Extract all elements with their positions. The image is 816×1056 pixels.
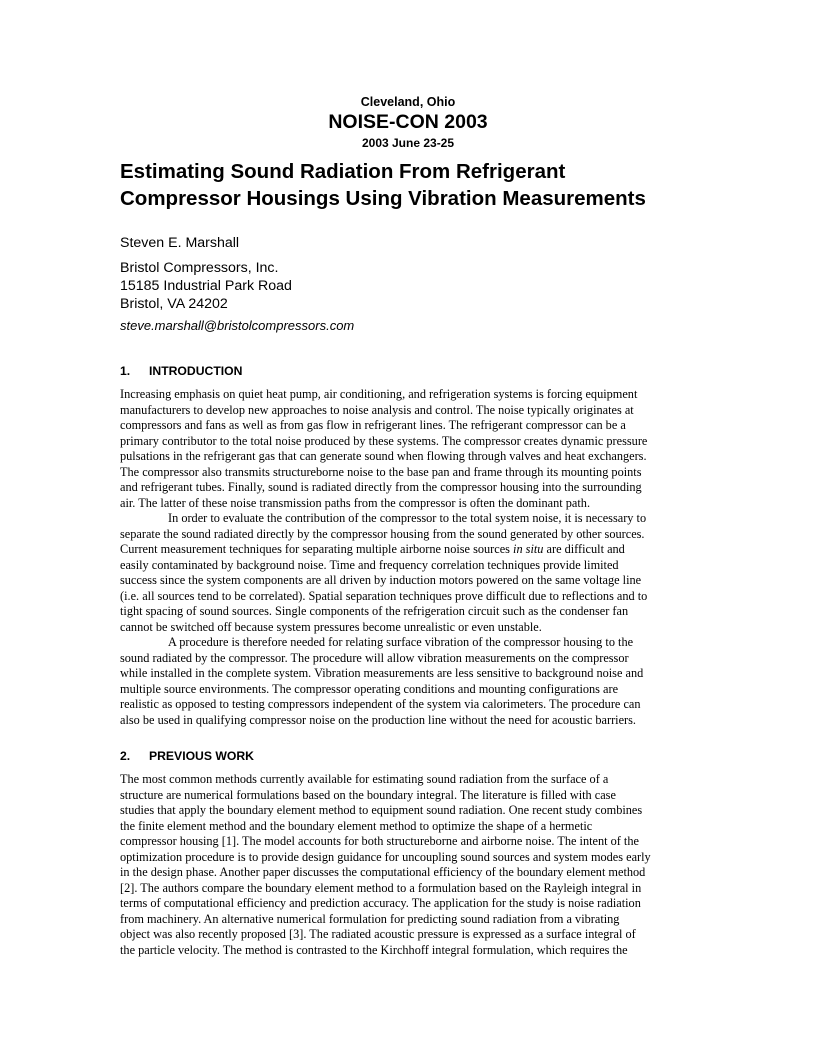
- affiliation-line: 15185 Industrial Park Road: [120, 278, 292, 294]
- text-line: and refrigerant tubes. Finally, sound is radiated directly from the compressor housing into the surrounding: [120, 480, 642, 494]
- text-line: air. The latter of these noise transmission paths from the compressor is often the dominant path.: [120, 495, 591, 510]
- previous-work-body: [120, 772, 695, 958]
- text-line: in the design phase. Another paper discusses the computational efficiency of the boundary element method: [120, 865, 646, 879]
- text-line: pulsations in the refrigerant gas that can generate sound when flowing through valves and heat exchangers.: [120, 449, 647, 463]
- title-line: Compressor Housings Using Vibration Measurements: [120, 187, 646, 210]
- text-line: cannot be switched off because system pressures become unrealistic or even unstable.: [120, 619, 542, 634]
- text-line: compressor housing [1]. The model accounts for both structureborne and airborne noise. The intent of the: [120, 834, 639, 848]
- section-number: 2.: [120, 749, 131, 763]
- text-line: also be used in qualifying compressor noise on the production line without the need for acoustic barriers.: [120, 712, 636, 727]
- text-line: studies that apply the boundary element method to equipment sound radiation. One recent study combines: [120, 803, 643, 817]
- text-line: (i.e. all sources tend to be correlated). Spatial separation techniques prove difficult due to reflections and to: [120, 588, 648, 603]
- author-email: steve.marshall@bristolcompressors.com: [120, 318, 355, 333]
- text-line: Increasing emphasis on quiet heat pump, air conditioning, and refrigeration systems is forcing equipment: [120, 387, 638, 401]
- text-line: multiple source environments. The compressor operating conditions and mounting configurations are: [120, 681, 619, 696]
- text-line: [2]. The authors compare the boundary element method to a formulation based on the Rayleigh integral in: [120, 880, 642, 895]
- text-line: success since the system components are all driven by induction motors powered on the same voltage line: [120, 573, 642, 587]
- text-line: while installed in the complete system. Vibration measurements are less sensitive to background noise and: [120, 666, 644, 680]
- text-line: easily contaminated by background noise. Time and frequency correlation techniques provide limited: [120, 557, 619, 572]
- text-line: realistic as opposed to testing compressors independent of the system via calorimeters. The procedure can: [120, 697, 641, 711]
- text-line: A procedure is therefore needed for relating surface vibration of the compressor housing to the: [168, 635, 634, 649]
- affiliation-line: Bristol, VA 24202: [120, 296, 228, 312]
- text-line: primary contributor to the total noise produced by these systems. The compressor creates dynamic pressure: [120, 433, 648, 448]
- text-line: the particle velocity. The method is contrasted to the Kirchhoff integral formulation, which requires the: [120, 942, 628, 957]
- text-line: sound radiated by the compressor. The procedure will allow vibration measurements on the compressor: [120, 650, 629, 665]
- section-heading-previous-work: [120, 749, 254, 763]
- text-line: The most common methods currently available for estimating sound radiation from the surface of a: [120, 772, 609, 786]
- text-line: optimization procedure is to provide design guidance for uncoupling sound sources and system modes early: [120, 849, 651, 864]
- text-line: separate the sound radiated directly by the compressor housing from the sound generated by other sources.: [120, 526, 645, 541]
- text-line: Current measurement techniques for separating multiple airborne noise sources in situ are difficult and: [120, 542, 625, 556]
- section-title: PREVIOUS WORK: [149, 749, 254, 763]
- conference-date: 2003 June 23-25: [361, 136, 455, 150]
- section-title: INTRODUCTION: [149, 364, 243, 378]
- text-line: structure are numerical formulations based on the boundary integral. The literature is filled with case: [120, 787, 616, 802]
- text-line: the finite element method and the boundary element method to optimize the shape of a hermetic: [120, 818, 593, 833]
- section-heading-introduction: [120, 364, 242, 378]
- affiliation-line: Bristol Compressors, Inc.: [120, 260, 279, 276]
- text-line: object was also recently proposed [3]. The radiated acoustic pressure is expressed as a surface integral of: [120, 927, 636, 941]
- text-line: manufacturers to develop new approaches to noise analysis and control. The noise typically originates at: [120, 402, 634, 417]
- text-line: In order to evaluate the contribution of the compressor to the total system noise, it is necessary to: [168, 511, 647, 525]
- text-line: The compressor also transmits structureborne noise to the base pan and frame through its mounting points: [120, 464, 642, 479]
- text-line: compressors and fans as well as from gas flow in refrigerant lines. The refrigerant compressor can be a: [120, 418, 626, 432]
- paper-title: [120, 158, 740, 212]
- author-name: Steven E. Marshall: [120, 235, 240, 251]
- conference-location: Cleveland, Ohio: [360, 95, 456, 109]
- text-line: terms of computational efficiency and prediction accuracy. The application for the study is noise radiation: [120, 896, 641, 910]
- title-line: Estimating Sound Radiation From Refrigerant: [120, 160, 566, 183]
- text-line: from machinery. An alternative numerical formulation for predicting sound radiation from a vibrating: [120, 911, 620, 926]
- text-line: tight spacing of sound sources. Single components of the refrigeration circuit such as the condenser fan: [120, 604, 629, 618]
- section-number: 1.: [120, 364, 131, 378]
- conference-name: NOISE-CON 2003: [328, 111, 488, 133]
- affiliation: [120, 259, 292, 313]
- introduction-body: [120, 387, 695, 728]
